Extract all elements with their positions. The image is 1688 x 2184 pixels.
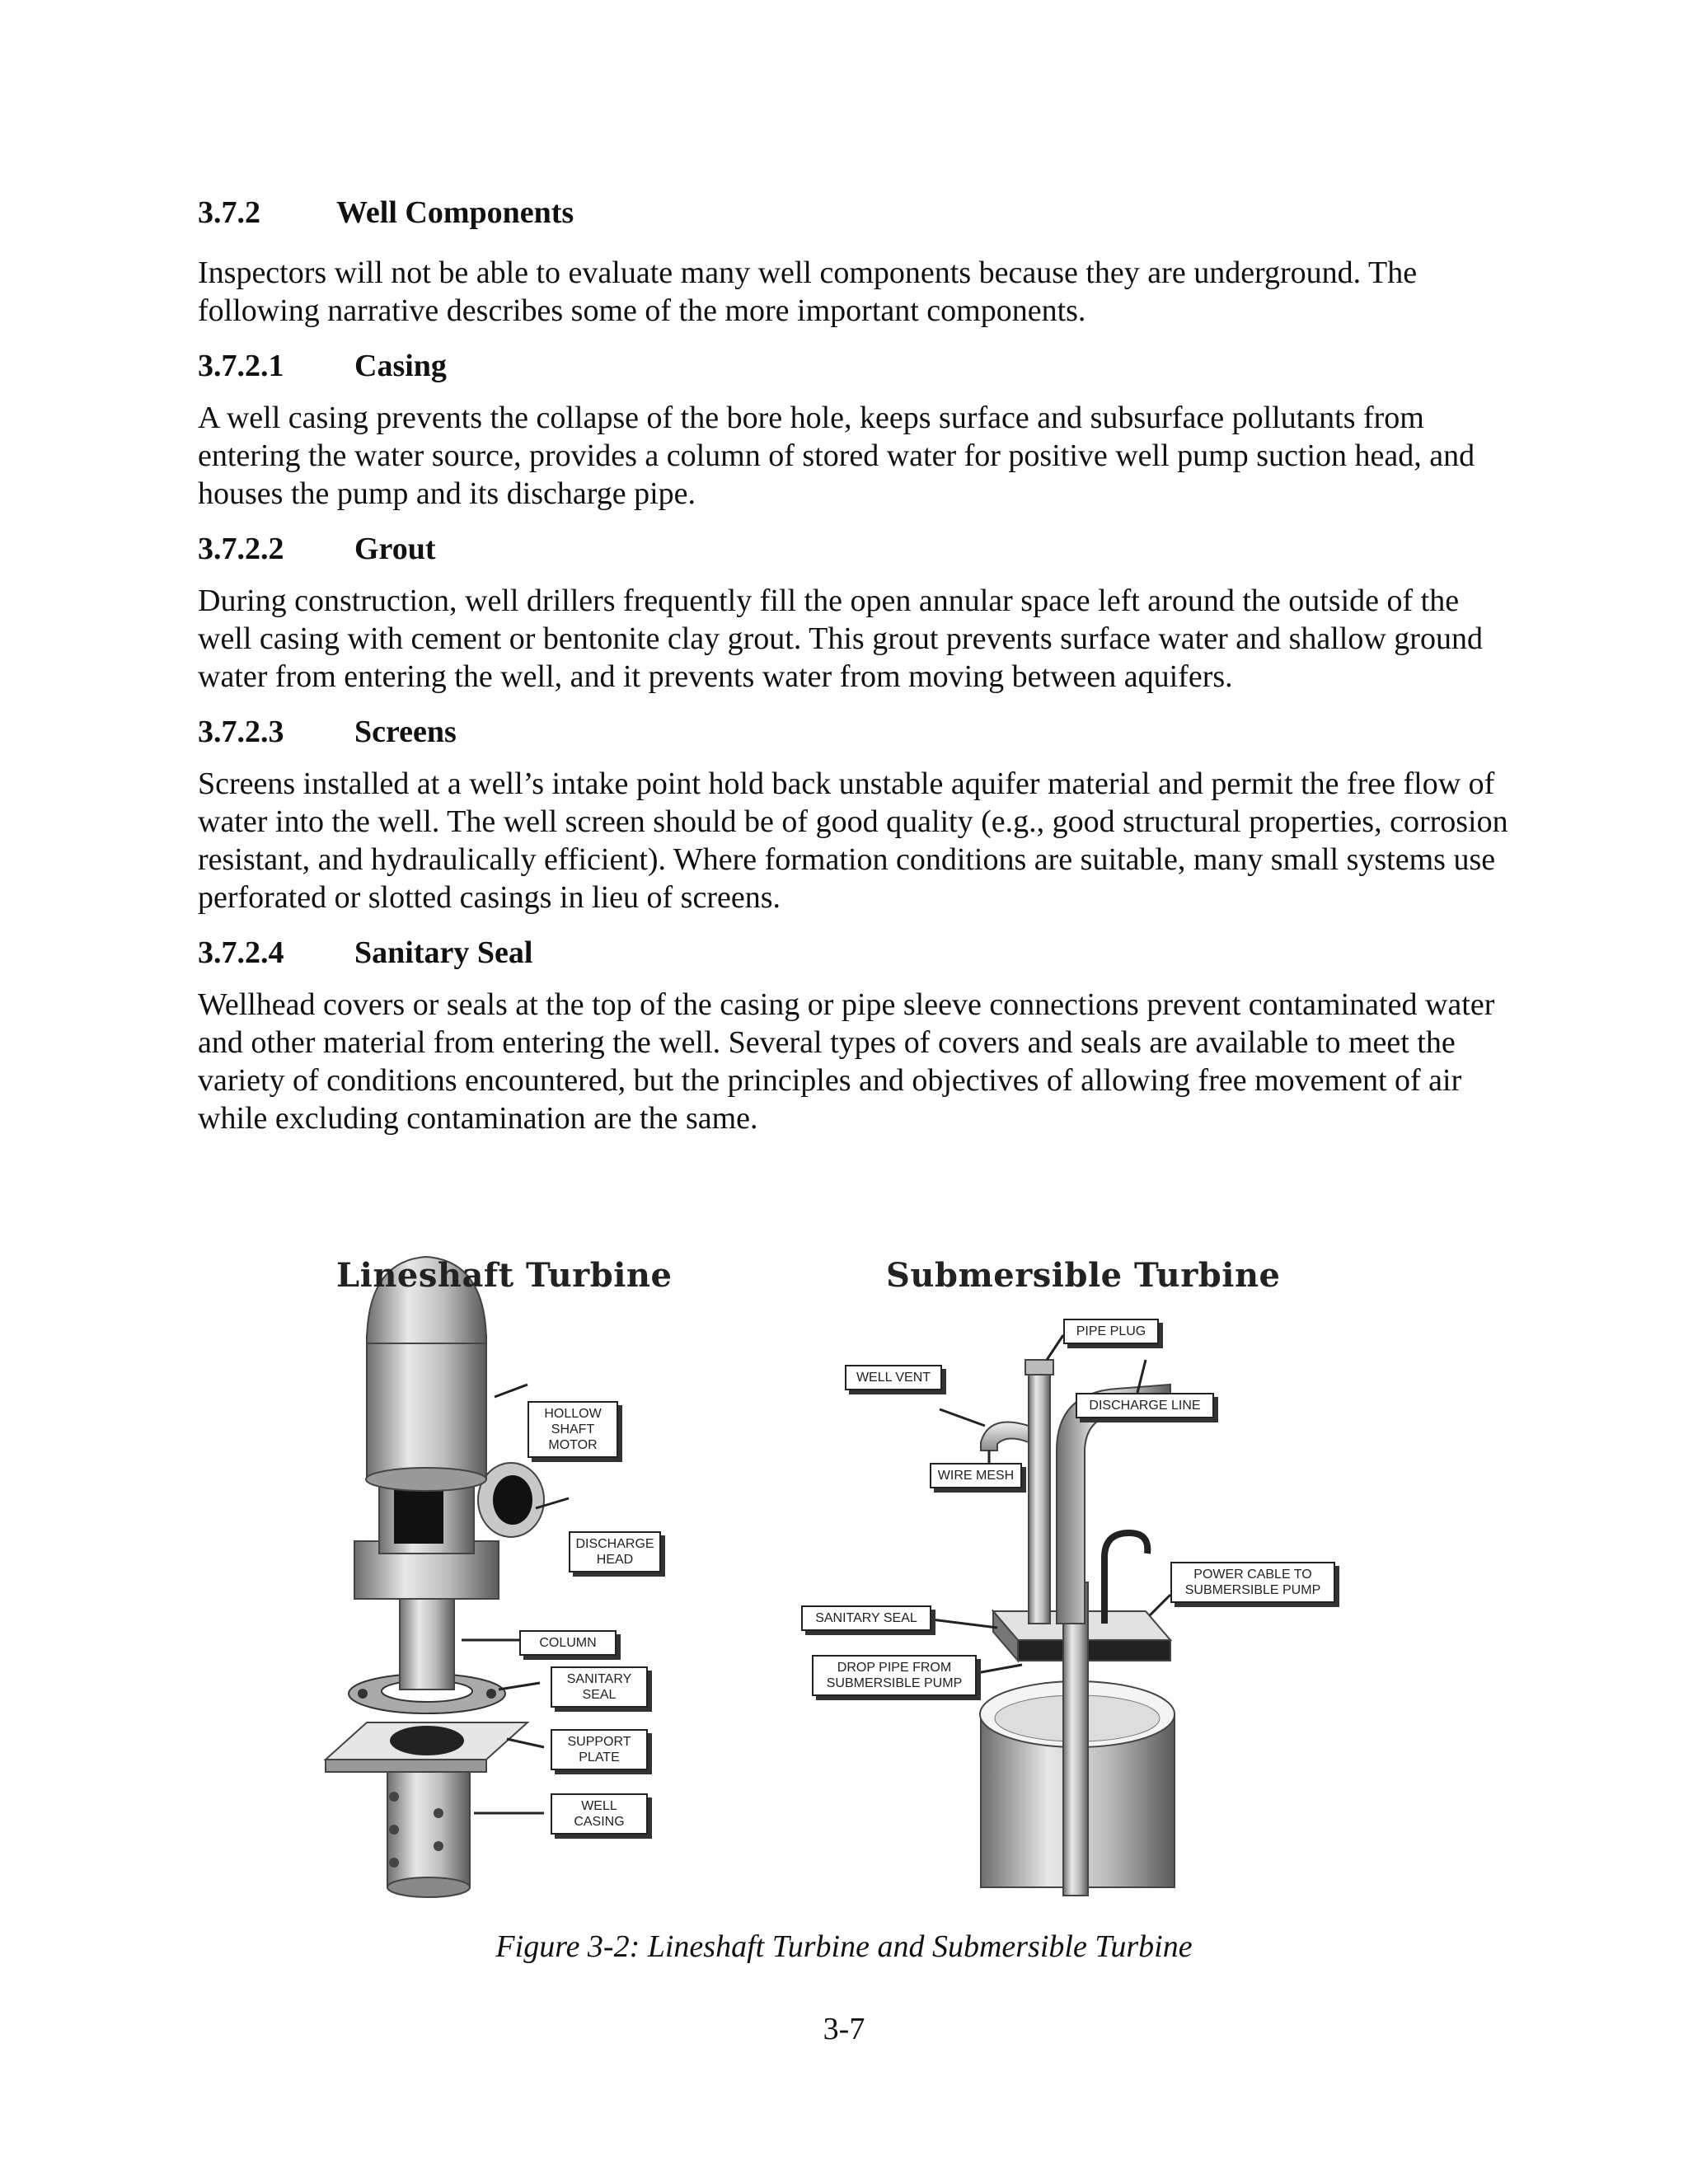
subsection-number: 3.7.2.4 <box>198 935 284 970</box>
section-title: Well Components <box>336 195 574 230</box>
section-number: 3.7.2 <box>198 195 260 230</box>
label-power-cable: POWER CABLE TO SUBMERSIBLE PUMP <box>1170 1562 1335 1603</box>
submersible-turbine-title: Submersible Turbine <box>886 1256 1281 1295</box>
label-support-plate: SUPPORT PLATE <box>551 1729 648 1770</box>
subsection-text-grout: During construction, well drillers frequently fill the open annular space left around the outside of the well casing with cement or bentonite clay grout. This grout prevents surface water and shallow ground water from entering the well, and it prevents water from moving between aquifers. <box>198 583 1483 694</box>
section-intro: Inspectors will not be able to evaluate many well components because they are underground. The following narrative describes some of the more important components. <box>198 255 1418 328</box>
label-hollow-shaft-motor: HOLLOW SHAFT MOTOR <box>528 1401 618 1458</box>
label-sanitary-seal-submersible: SANITARY SEAL <box>801 1605 931 1631</box>
subsection-text-casing: A well casing prevents the collapse of the bore hole, keeps surface and subsurface pollutants from entering the water source, provides a column of stored water for positive well pump suction head, and houses the pump and its discharge pipe. <box>198 401 1475 511</box>
subsection-heading-grout <box>198 531 1517 567</box>
label-well-casing: WELL CASING <box>551 1793 648 1835</box>
subsection-number: 3.7.2.3 <box>198 715 284 749</box>
label-wire-mesh: WIRE MESH <box>930 1463 1022 1488</box>
subsection-title: Grout <box>354 532 436 566</box>
section-heading <box>198 194 1517 231</box>
label-discharge-head: DISCHARGE HEAD <box>569 1531 661 1572</box>
label-pipe-plug: PIPE PLUG <box>1063 1319 1159 1344</box>
subsection-title: Screens <box>354 715 457 749</box>
subsection-heading-sanitary-seal <box>198 935 1517 971</box>
subsection-title: Casing <box>354 349 447 383</box>
label-sanitary-seal-lineshaft: SANITARY SEAL <box>551 1666 648 1708</box>
submersible-turbine-drawing <box>931 1335 1175 1896</box>
subsection-number: 3.7.2.1 <box>198 349 284 383</box>
text-body <box>198 194 1517 1155</box>
subsection-heading-screens <box>198 714 1517 750</box>
label-drop-pipe: DROP PIPE FROM SUBMERSIBLE PUMP <box>812 1655 977 1696</box>
label-discharge-line: DISCHARGE LINE <box>1076 1393 1214 1418</box>
lineshaft-turbine-drawing <box>326 1257 569 1897</box>
subsection-heading-casing <box>198 348 1517 384</box>
figure-turbines <box>0 1236 1688 1912</box>
turbine-illustration <box>0 1236 1688 1912</box>
label-column: COLUMN <box>519 1630 617 1656</box>
page-number: 3-7 <box>823 2012 865 2046</box>
label-well-vent: WELL VENT <box>845 1365 942 1390</box>
subsection-text-sanitary-seal: Wellhead covers or seals at the top of the casing or pipe sleeve connections prevent contaminated water and other material from entering the well. Several types of covers and seals are available to meet the variety of conditions encountered, but the principles and objectives of allowing free movement of air while excluding contamination are the same. <box>198 987 1495 1136</box>
figure-caption: Figure 3-2: Lineshaft Turbine and Submersible Turbine <box>495 1929 1193 1964</box>
subsection-text-screens: Screens installed at a well’s intake point hold back unstable aquifer material and permit the free flow of water into the well. The well screen should be of good quality (e.g., good structural properties, corrosion resistant, and hydraulically efficient). Where formation conditions are suitable, many small systems use perforated or slotted casings in lieu of screens. <box>198 766 1508 915</box>
subsection-title: Sanitary Seal <box>354 935 533 970</box>
lineshaft-turbine-title: Lineshaft Turbine <box>336 1256 673 1295</box>
subsection-number: 3.7.2.2 <box>198 532 284 566</box>
